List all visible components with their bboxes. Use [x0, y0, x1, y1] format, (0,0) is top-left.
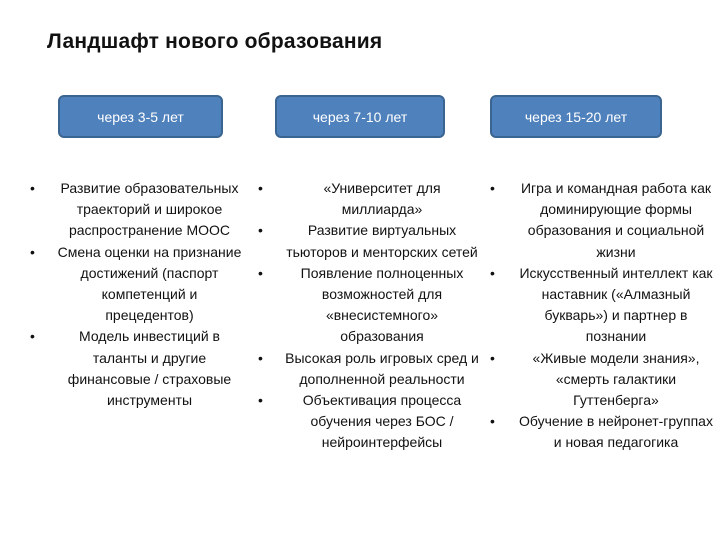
period-box-15-20: через 15-20 лет: [490, 95, 662, 138]
list-item: • Объективация процесса обучения через БОС / нейроинтерфейсы: [258, 392, 462, 451]
list-item: • Появление полноценных возможностей для «внесистемного» образования: [258, 264, 464, 345]
bullet-icon: •: [30, 180, 35, 196]
column-15-20-list: [488, 178, 716, 454]
list-item: • Развитие образовательных траекторий и широкое распространение МООС: [30, 180, 239, 239]
bullet-icon: •: [490, 264, 495, 281]
list-item: • Игра и командная работа как доминирующие формы образования и социальной жизни: [490, 180, 712, 260]
list-item: • «Университет для миллиарда»: [258, 180, 441, 218]
bullet-icon: •: [258, 349, 263, 366]
list-item: • Модель инвестиций в таланты и другие финансовые / страховые инструменты: [30, 328, 232, 409]
list-item: • Смена оценки на признание достижений (паспорт компетенций и прецедентов): [30, 243, 242, 324]
list-item: • Искусственный интеллект как наставник («Алмазный букварь») и партнер в познании: [490, 264, 713, 345]
bullet-icon: •: [258, 392, 263, 409]
page-title: Ландшафт нового образования: [47, 30, 383, 53]
list-item: • «Живые модели знания», «смерть галактики Гуттенберга»: [490, 349, 700, 409]
bullet-icon: •: [490, 413, 495, 430]
bullet-icon: •: [490, 180, 495, 196]
bullet-icon: •: [30, 328, 35, 345]
column-3-5-list: [28, 178, 243, 411]
period-box-3-5: через 3-5 лет: [58, 95, 223, 138]
list-item: • Высокая роль игровых сред и дополненной реальности: [258, 349, 479, 387]
list-item: • Обучение в нейронет-группах и новая педагогика: [490, 413, 713, 451]
bullet-icon: •: [258, 264, 263, 281]
period-box-7-10: через 7-10 лет: [275, 95, 445, 138]
bullet-icon: •: [258, 222, 263, 239]
bullet-icon: •: [490, 349, 495, 366]
bullet-icon: •: [30, 243, 35, 260]
column-7-10-list: [256, 178, 480, 454]
bullet-icon: •: [258, 180, 263, 196]
list-item: • Развитие виртуальных тьюторов и менторских сетей: [258, 222, 478, 260]
